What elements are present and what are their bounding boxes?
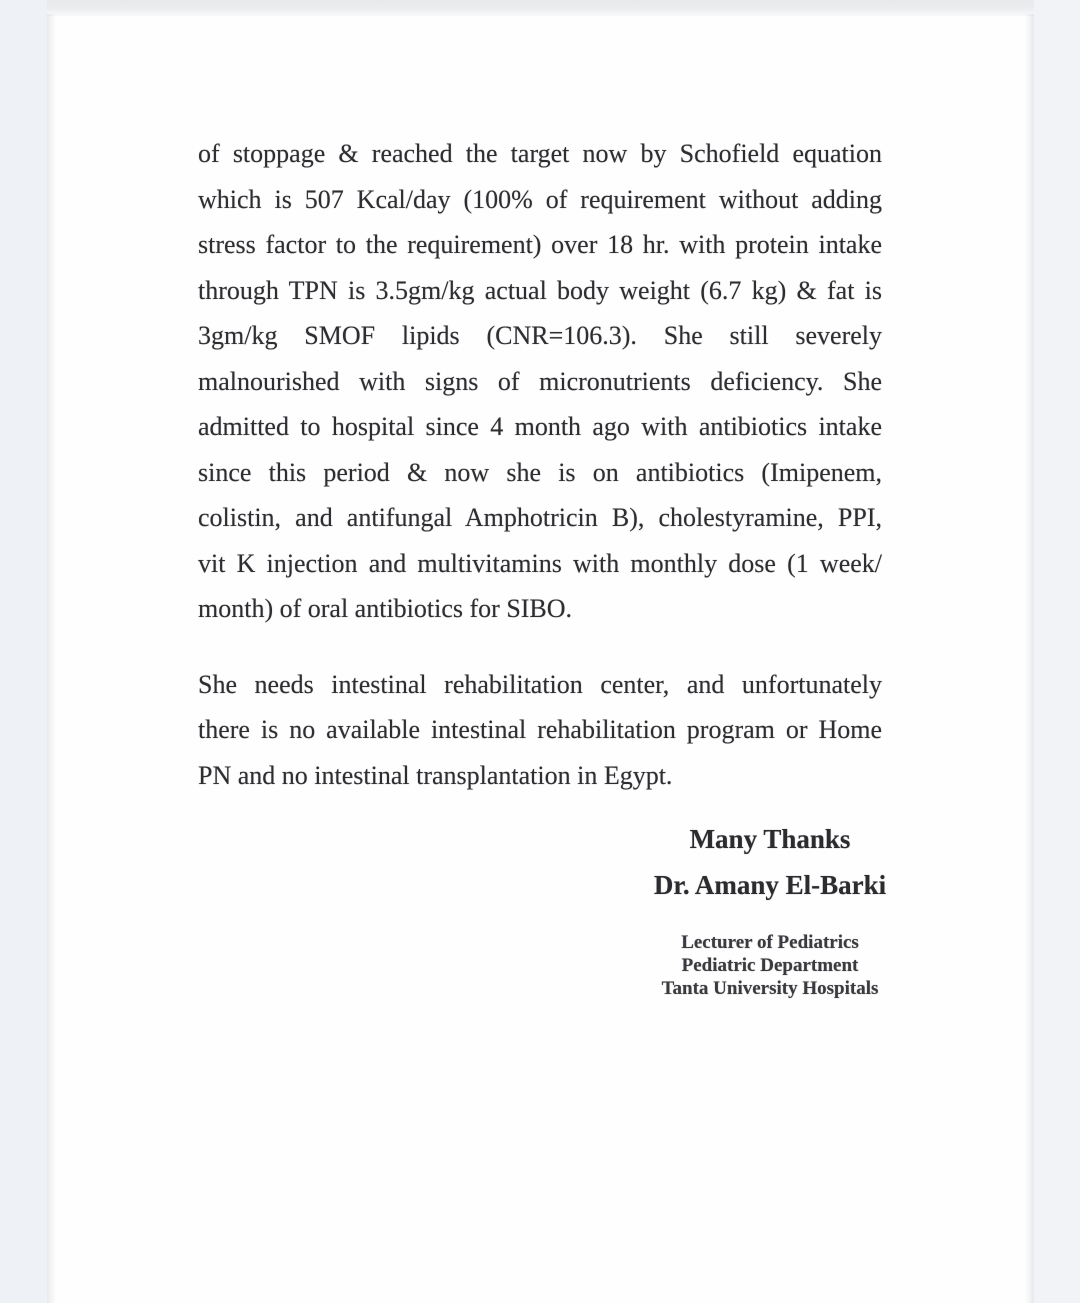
body-line: colistin, and antifungal Amphotricin B), cholestyramine, PPI, (198, 503, 882, 532)
page-left-edge-shadow (47, 14, 56, 1303)
credential-line: Lecturer of Pediatrics (681, 932, 859, 953)
closing-block (540, 817, 1000, 1000)
right-scanner-gutter (1034, 0, 1080, 1303)
body-line: stress factor to the requirement) over 18 hr. with protein intake (198, 230, 882, 259)
paragraph-rehabilitation-need (198, 662, 882, 799)
letter-body (198, 131, 882, 798)
credentials-block (540, 931, 1000, 1000)
body-line: which is 507 Kcal/day (100% of requirement without adding (198, 184, 882, 214)
body-line: since this period & now she is on antibiotics (Imipenem, (198, 457, 882, 487)
body-line: through TPN is 3.5gm/kg actual body weight (6.7 kg) & fat is (198, 275, 882, 305)
body-line: there is no available intestinal rehabilitation program or Home (198, 715, 882, 744)
body-line: malnourished with signs of micronutrients deficiency. She (198, 366, 882, 396)
body-line: vit K injection and multivitamins with monthly dose (1 week/ (198, 548, 882, 578)
body-line: admitted to hospital since 4 month ago with antibiotics intake (198, 412, 882, 441)
credential-line: Tanta University Hospitals (661, 978, 879, 999)
body-line: She needs intestinal rehabilitation center, and unfortunately (198, 669, 882, 699)
body-line: of stoppage & reached the target now by Schofield equation (198, 139, 882, 168)
scan-top-edge (40, 0, 1080, 16)
page-right-edge-shadow (1025, 14, 1034, 1303)
body-line: 3gm/kg SMOF lipids (CNR=106.3). She still severely (198, 321, 882, 350)
closing-thanks: Many Thanks (689, 824, 851, 854)
left-scanner-gutter (0, 0, 47, 1303)
body-line: PN and no intestinal transplantation in Egypt. (198, 760, 673, 790)
credential-line: Pediatric Department (681, 955, 859, 976)
paragraph-nutrition-status (198, 131, 882, 632)
signatory-name: Dr. Amany El-Barki (653, 869, 887, 900)
body-line: month) of oral antibiotics for SIBO. (198, 594, 573, 623)
